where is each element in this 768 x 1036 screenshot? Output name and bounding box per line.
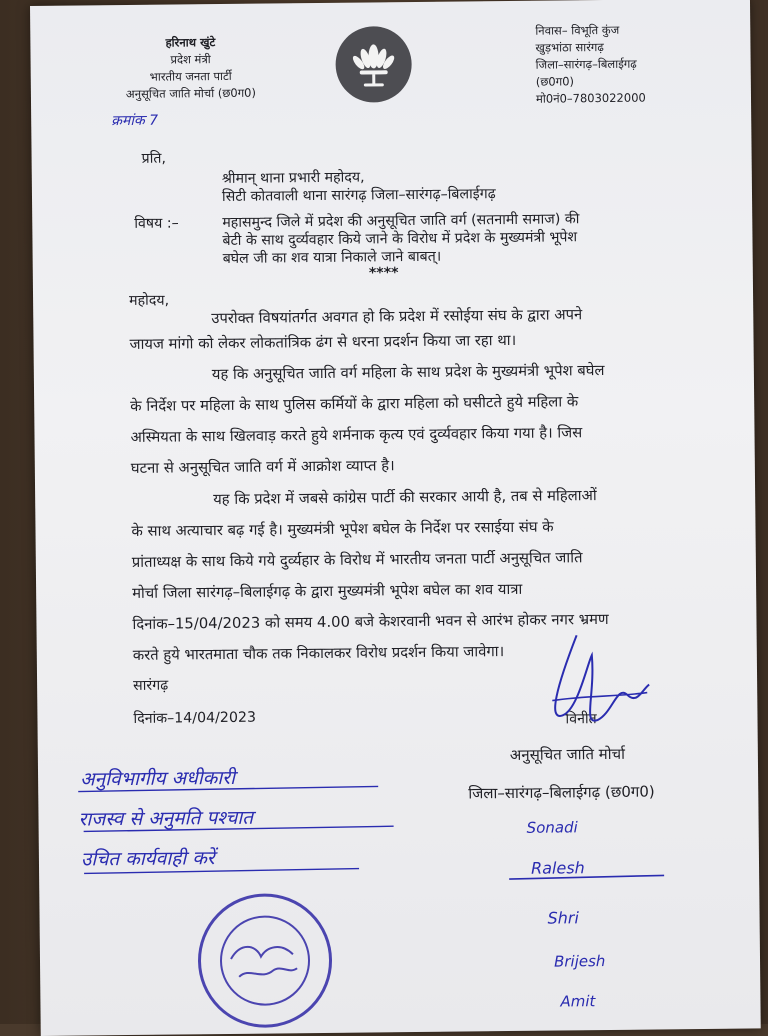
address-line4: (छ0ग0)	[535, 74, 575, 89]
signature-2: Ralesh	[530, 858, 585, 878]
lotus-logo	[335, 26, 412, 103]
closing-district: जिला–सारंगढ़–बिलाईगढ़ (छ0ग0)	[468, 782, 655, 803]
body-line-12: करते हुये भारतमाता चौक तक निकालकर विरोध प्रदर्शन किया जावेगा।	[132, 643, 505, 664]
body-line-11: दिनांक–15/04/2023 को समय 4.00 बजे केशरवानी भवन से आरंभ होकर नगर भ्रमण	[132, 610, 609, 633]
note-line-3: उचित कार्यवाही करें	[80, 847, 215, 871]
subject-line1: महासमुन्द जिले में प्रदेश की अनुसूचित जाति वर्ग (सतनामी समाज) की	[222, 211, 580, 231]
sender-name: हरिनाथ खुंटे	[165, 35, 216, 50]
sender-wing: अनुसूचित जाति मोर्चा (छ0ग0)	[125, 85, 257, 102]
letter-date: दिनांक–14/04/2023	[133, 709, 257, 727]
to-salutation: प्रति,	[141, 150, 167, 167]
greeting: महोदय,	[129, 292, 170, 309]
signature-3: Shri	[547, 908, 580, 928]
note-line-1: अनुविभागीय अधीकारी	[79, 766, 236, 791]
sender-post: प्रदेश मंत्री	[170, 52, 211, 67]
subject-line2: बेटी के साथ दुर्व्यवहार किये जाने के विरोध में प्रदेश के मुख्यमंत्री भूपेश	[222, 229, 578, 249]
signature-1: Sonadi	[526, 818, 578, 837]
note-line-2: राजस्व से अनुमति पश्चात	[78, 806, 254, 831]
sender-block	[90, 33, 291, 103]
body-line-6: घटना से अनुसूचित जाति वर्ग में आक्रोश व्याप्त है।	[130, 457, 395, 477]
signature-4: Brijesh	[553, 952, 606, 971]
body-line-7: यह कि प्रदेश में जबसे कांग्रेस पार्टी की सरकार आयी है, तब से महिलाओं	[213, 487, 597, 509]
place: सारंगढ़	[133, 677, 169, 694]
ref-number: क्रमांक 7	[111, 112, 159, 130]
body-line-9: प्रांताध्यक्ष के साथ किये गये दुर्व्यहार के विरोध में भारतीय जनता पार्टी अनुसूचित जाति	[131, 549, 583, 571]
closing-vinit: विनीत	[565, 711, 597, 728]
to-line2: सिटी कोतवाली थाना सारंगढ़ जिला–सारंगढ़–बिलाईगढ़	[221, 186, 496, 205]
subject-stars: ****	[368, 265, 399, 282]
subject-label: विषय :–	[134, 215, 179, 232]
address-line1: निवास– विभूति कुंज	[535, 22, 620, 38]
body-line-5: अस्मियता के साथ खिलवाड़ करते हुये शर्मनाक कृत्य एवं दुर्व्यवहार किया गया है। जिस	[130, 424, 583, 446]
body-line-3: यह कि अनुसूचित जाति वर्ग महिला के साथ प्रदेश के मुख्यमंत्री भूपेश बघेल	[211, 362, 605, 384]
note-underlines	[78, 784, 399, 877]
letter-page	[30, 0, 761, 1036]
stamp-ring-icon	[200, 896, 329, 1025]
body-line-2: जायज मांगो को लेकर लोकतांत्रिक ढंग से धरना प्रदर्शन किया जा रहा था।	[129, 331, 517, 353]
address-block	[535, 21, 726, 108]
body-line-10: मोर्चा जिला सारंगढ़–बिलाईगढ़ के द्वारा मुख्यमंत्री भूपेश बघेल का शव यात्रा	[132, 580, 523, 602]
closing-org: अनुसूचित जाति मोर्चा	[509, 744, 626, 765]
body-line-8: के साथ अत्याचार बढ़ गई है। मुख्यमंत्री भूपेश बघेल के निर्देश पर रसाईया संघ के	[131, 518, 554, 540]
signature-2-line	[509, 871, 669, 883]
address-line2: खुड़भांठा सारंगढ़	[535, 39, 604, 55]
subject-line3: बघेल जी का शव यात्रा निकाले जाने बाबत्।	[222, 248, 442, 267]
lotus-icon	[335, 26, 412, 103]
body-line-1: उपरोक्त विषयांतर्गत अवगत हो कि प्रदेश में रसोईया संघ के द्वारा अपने	[211, 306, 583, 328]
police-station-stamp	[197, 893, 332, 1028]
address-phone: मो0नं0–7803022000	[535, 90, 646, 106]
sender-party: भारतीय जनता पार्टी	[149, 68, 232, 84]
to-line1: श्रीमान् थाना प्रभारी महोदय,	[221, 169, 365, 188]
body-line-4: के निर्देश पर महिला के साथ पुलिस कर्मियों के द्वारा महिला को घसीटते हुये महिला के	[130, 393, 579, 415]
signature-5: Amit	[560, 992, 596, 1011]
address-line3: जिला–सारंगढ़–बिलाईगढ़	[535, 56, 637, 72]
main-signature	[517, 624, 658, 735]
